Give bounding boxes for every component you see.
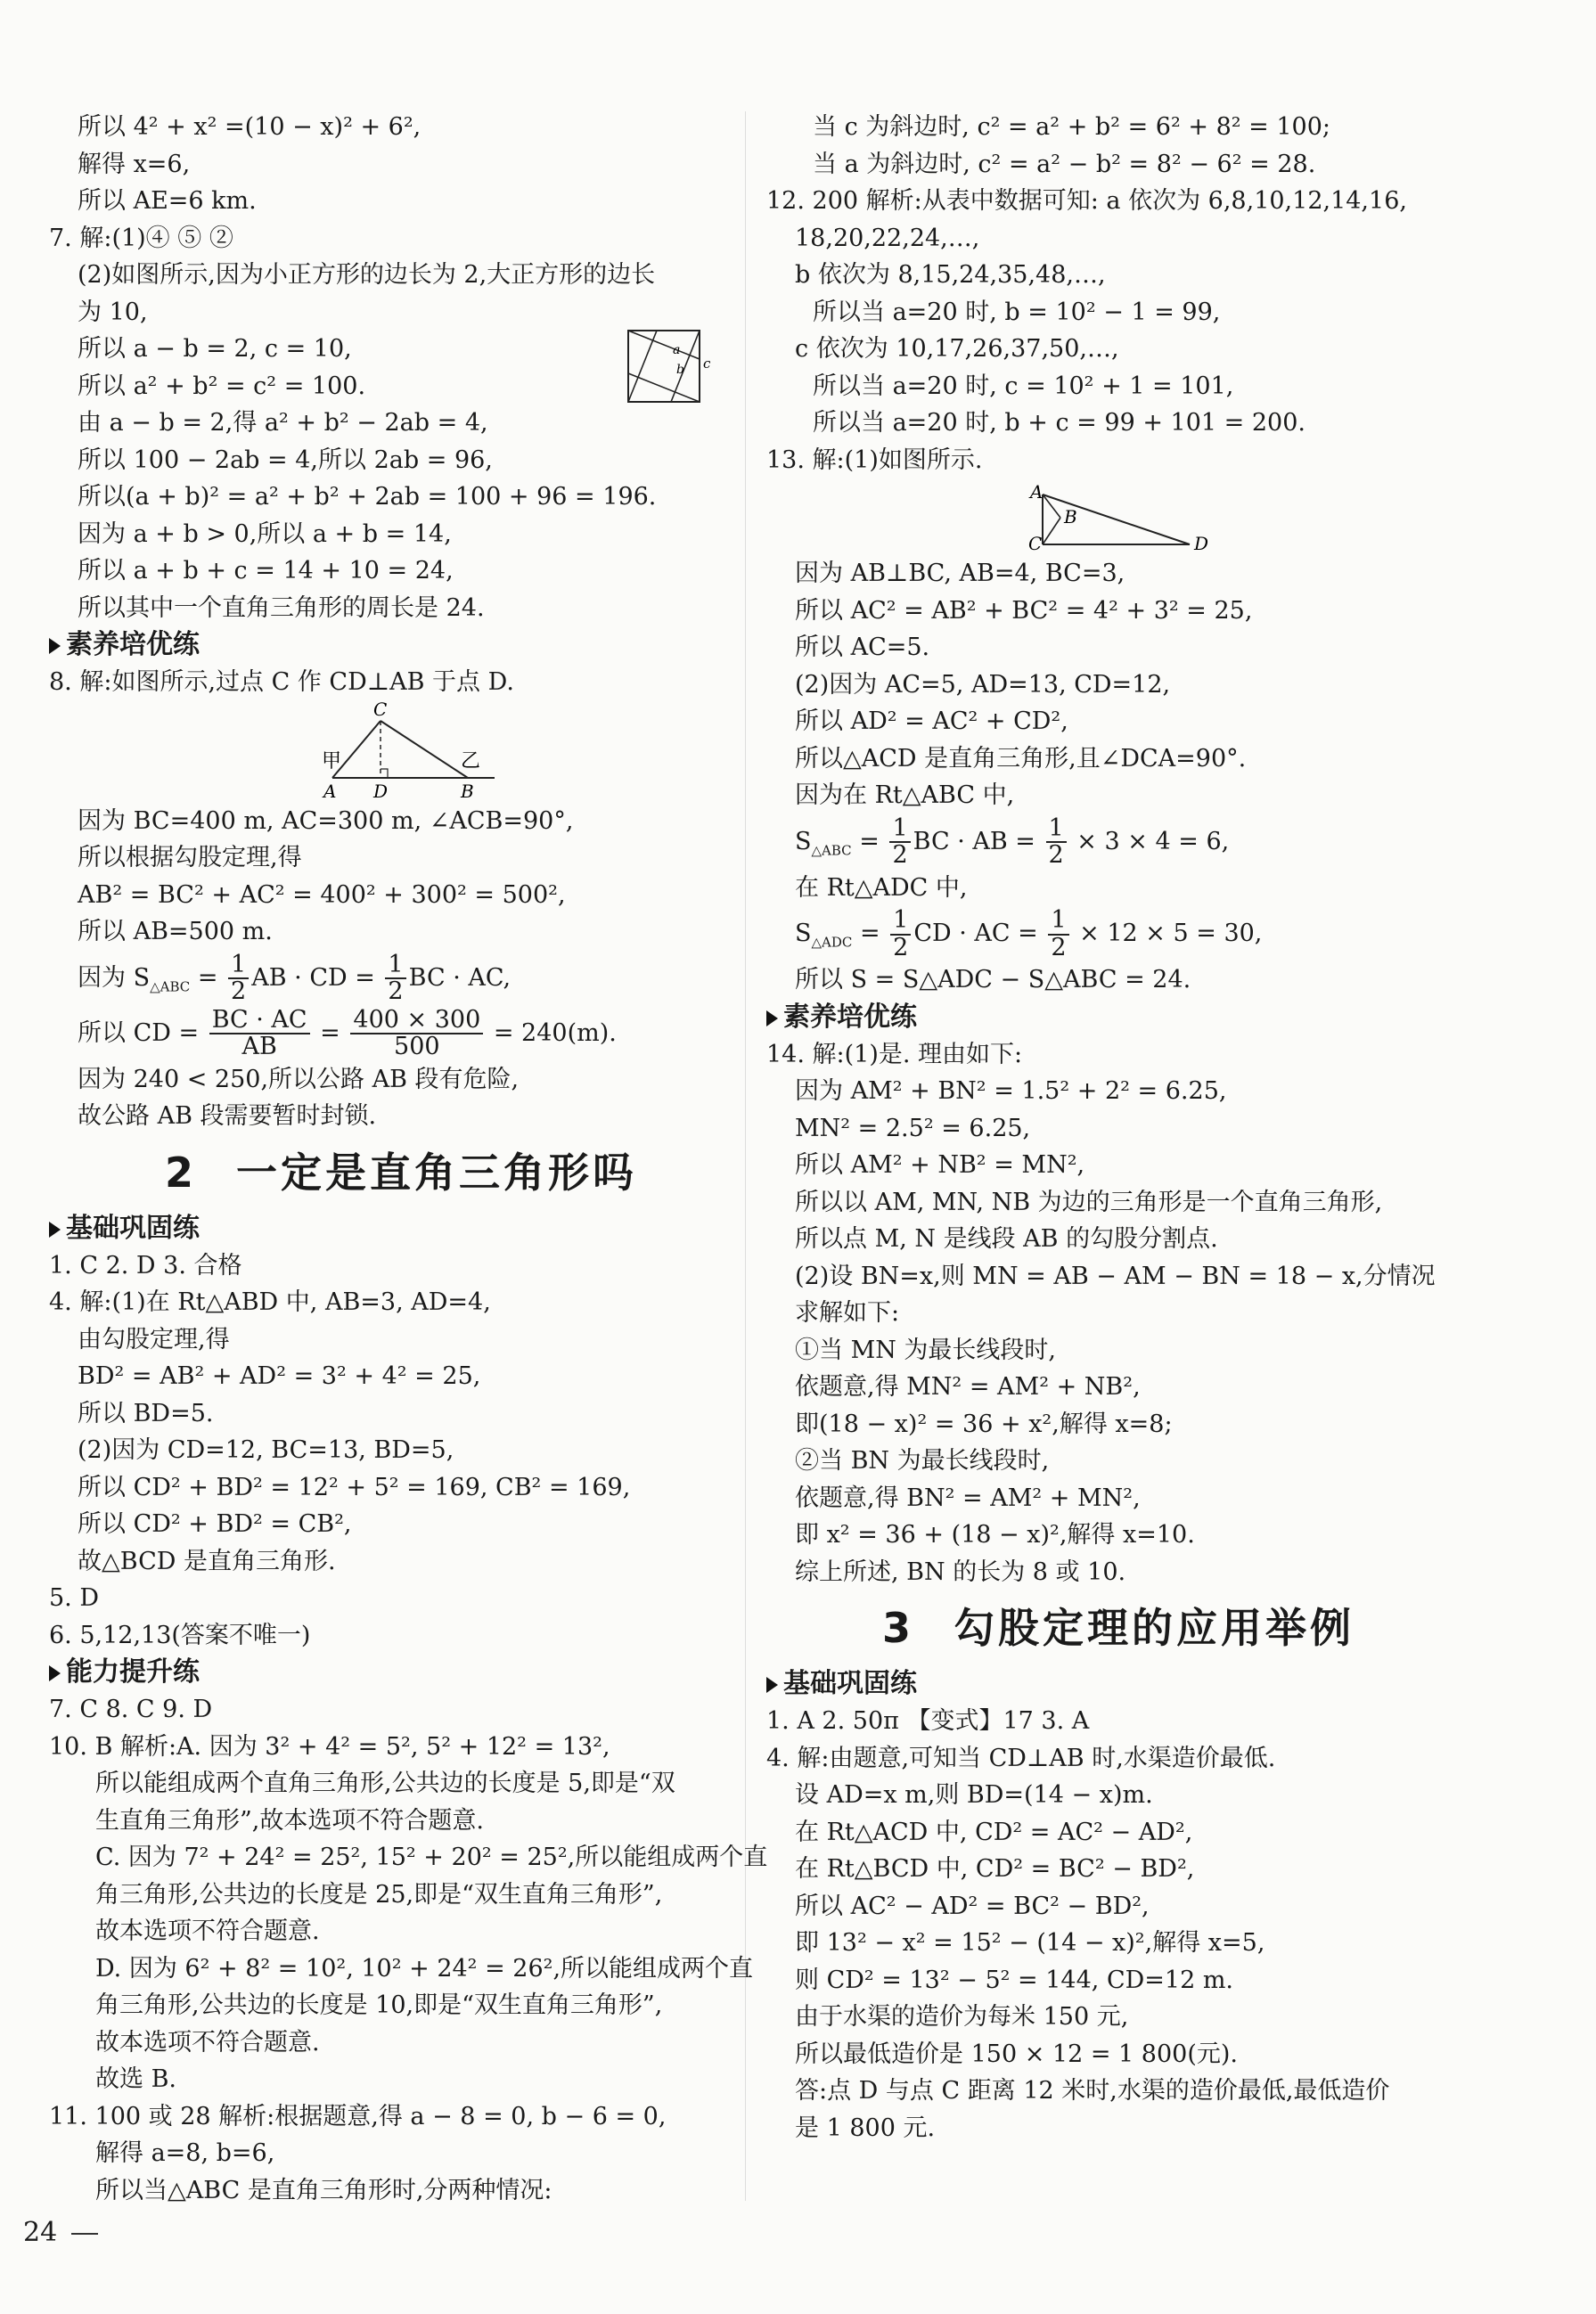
label-b: b <box>676 363 684 377</box>
text-line: 所以 AC² = AB² + BC² = 4² + 3² = 25, <box>795 596 1253 625</box>
text-line: 设 AD=x m,则 BD=(14 − x)m. <box>795 1781 1153 1809</box>
text-line: 所以点 M, N 是线段 AB 的勾股分割点. <box>795 1225 1218 1253</box>
text-line: 由于水渠的造价为每米 150 元, <box>795 2003 1129 2031</box>
text-line: 所以当 a=20 时, c = 10² + 1 = 101, <box>813 372 1234 400</box>
text-line: 故选 B. <box>95 2065 177 2093</box>
text-line: 依题意,得 MN² = AM² + NB², <box>795 1373 1141 1401</box>
text-line: 18,20,22,24,…, <box>795 224 980 252</box>
right-column <box>766 109 1470 2146</box>
text-line: 依题意,得 BN² = AM² + MN², <box>795 1484 1141 1512</box>
left-column <box>49 109 768 2209</box>
triangle-figure-q13 <box>766 478 1470 552</box>
text-line: 解得 a=8, b=6, <box>95 2139 275 2167</box>
section-title: 2 一定是直角三角形吗 <box>164 1148 637 1197</box>
text-line: 所以 AE=6 km. <box>78 187 257 215</box>
text-line: 所以能组成两个直角三角形,公共边的长度是 5,即是“双 <box>95 1770 675 1797</box>
text-line: 所以 AD² = AC² + CD², <box>795 707 1068 735</box>
text-line: 所以△ACD 是直角三角形,且∠DCA=90°. <box>795 744 1247 773</box>
label-a: a <box>673 343 681 357</box>
text-line: 由 a − b = 2,得 a² + b² − 2ab = 4, <box>78 409 488 437</box>
text-line: ②当 BN 为最长线段时, <box>795 1447 1050 1475</box>
section-heading: 基础巩固练 <box>766 1665 1470 1703</box>
svg-text:D: D <box>373 780 389 799</box>
text-line: $S_{\triangle ABC}$ = $\frac{1}{2}$ BC · AB = $\frac{1}{2}$ × 3 × 4 = 6, <box>795 814 1230 869</box>
text-line: (2)因为 AC=5, AD=13, CD=12, <box>795 670 1171 699</box>
triangle-marker-icon <box>766 1677 778 1693</box>
text-line: 因为 BC=400 m, AC=300 m, ∠ACB=90°, <box>78 806 574 835</box>
text-line: 因为 $S_{\triangle ABC}$ = $\frac{1}{2}$ AB · CD = $\frac{1}{2}$ BC · AC, <box>78 950 512 1005</box>
text-line: 所以以 AM, MN, NB 为边的三角形是一个直角三角形, <box>795 1188 1383 1216</box>
text-line: 故公路 AB 段需要暂时封锁. <box>78 1102 377 1130</box>
svg-text:乙: 乙 <box>461 749 481 773</box>
text-line: 14. 解:(1)是. 理由如下: <box>766 1040 1023 1068</box>
text-line: 5. D <box>49 1584 99 1612</box>
text-line: 所以根据勾股定理,得 <box>78 844 302 871</box>
label-c: c <box>703 356 710 372</box>
text-line: 由勾股定理,得 <box>78 1325 230 1353</box>
text-line: 故本选项不符合题意. <box>95 2028 320 2056</box>
text-line: C. 因为 7² + 24² = 25², 15² + 20² = 25²,所以能组成两个直 <box>95 1844 768 1871</box>
text-line: 所以 AB=500 m. <box>78 918 273 945</box>
text-line: 故△BCD 是直角三角形. <box>78 1547 336 1575</box>
text-line: b 依次为 8,15,24,35,48,…, <box>795 261 1106 289</box>
text-line: 因为 AM² + BN² = 1.5² + 2² = 6.25, <box>795 1077 1227 1105</box>
text-line: 当 c 为斜边时, c² = a² + b² = 6² + 8² = 100; <box>813 113 1331 141</box>
text-line: 当 a 为斜边时, c² = a² − b² = 8² − 6² = 28. <box>813 150 1316 178</box>
svg-text:A: A <box>323 780 337 799</box>
text-line: c 依次为 10,17,26,37,50,…, <box>795 335 1119 363</box>
triangle-marker-icon <box>49 1665 61 1681</box>
text-line: BD² = AB² + AD² = 3² + 4² = 25, <box>78 1362 481 1390</box>
section-heading: 能力提升练 <box>49 1654 753 1691</box>
text-line: 角三角形,公共边的长度是 10,即是“双生直角三角形”, <box>95 1991 663 2019</box>
text-line: 所以(a + b)² = a² + b² + 2ab = 100 + 96 = 196. <box>78 483 657 511</box>
triangle-marker-icon <box>49 638 61 654</box>
text-line: 解得 x=6, <box>78 150 191 178</box>
text-line: 在 Rt△ADC 中, <box>795 873 968 902</box>
svg-text:C: C <box>373 700 388 720</box>
text-line: 7. 解:(1)④ ⑤ ② <box>49 224 233 252</box>
text-line: 10. B 解析:A. 因为 3² + 4² = 5², 5² + 12² = 13², <box>49 1732 610 1761</box>
text-line: 所以 a + b + c = 14 + 10 = 24, <box>78 557 454 585</box>
text-line: $S_{\triangle ADC}$ = $\frac{1}{2}$ CD · AC = $\frac{1}{2}$ × 12 × 5 = 30, <box>795 906 1263 961</box>
text-line: 1. A 2. 50π 【变式】17 3. A <box>766 1707 1090 1735</box>
text-line: 所以 100 − 2ab = 4,所以 2ab = 96, <box>78 446 493 474</box>
text-line: 故本选项不符合题意. <box>95 1917 320 1945</box>
page-number: 24 <box>23 2217 58 2248</box>
svg-text:D: D <box>1194 533 1209 552</box>
text-line: 因为 AB⊥BC, AB=4, BC=3, <box>795 560 1125 587</box>
text-line: 即 13² − x² = 15² − (14 − x)²,解得 x=5, <box>795 1929 1265 1957</box>
text-line: 6. 5,12,13(答案不唯一) <box>49 1621 311 1649</box>
text-line: 所以 CD² + BD² = 12² + 5² = 169, CB² = 169, <box>78 1473 631 1501</box>
svg-text:甲: 甲 <box>322 749 342 773</box>
text-line: 则 CD² = 13² − 5² = 144, CD=12 m. <box>795 1966 1234 1994</box>
text-line: 所以 S = S△ADC − S△ABC = 24. <box>795 966 1191 993</box>
svg-text:B: B <box>1064 506 1077 527</box>
text-line: (2)设 BN=x,则 MN = AB − AM − BN = 18 − x,分情况 <box>795 1262 1436 1290</box>
page-number-dash <box>71 2233 98 2235</box>
section-heading: 素养培优练 <box>766 999 1470 1036</box>
text-line: 4. 解:(1)在 Rt△ABD 中, AB=3, AD=4, <box>49 1288 491 1316</box>
text-line: 所以 CD² + BD² = CB², <box>78 1510 352 1538</box>
text-line: 所以 AC² − AD² = BC² − BD², <box>795 1892 1150 1920</box>
svg-text:A: A <box>1030 481 1044 503</box>
text-line: 所以最低造价是 150 × 12 = 1 800(元). <box>795 2040 1238 2068</box>
text-line: D. 因为 6² + 8² = 10², 10² + 24² = 26²,所以能组成两个直 <box>95 1954 754 1983</box>
text-line: 所以 AC=5. <box>795 634 930 661</box>
text-line: 是 1 800 元. <box>795 2114 936 2142</box>
q7-block <box>49 331 753 442</box>
text-line: 所以其中一个直角三角形的周长是 24. <box>78 593 485 622</box>
text-line: 7. C 8. C 9. D <box>49 1696 213 1723</box>
text-line: AB² = BC² + AC² = 400² + 300² = 500², <box>78 880 566 909</box>
text-line: 即(18 − x)² = 36 + x²,解得 x=8; <box>795 1410 1173 1438</box>
text-line: 所以当 a=20 时, b + c = 99 + 101 = 200. <box>813 409 1305 437</box>
text-line: 生直角三角形”,故本选项不符合题意. <box>95 1806 484 1835</box>
text-line: 所以 4² + x² =(10 − x)² + 6², <box>78 113 422 141</box>
text-line: 所以 AM² + NB² = MN², <box>795 1151 1085 1179</box>
text-line: 因为在 Rt△ABC 中, <box>795 781 1015 809</box>
text-line: ①当 MN 为最长线段时, <box>795 1336 1057 1364</box>
text-line: 所以 CD = $\frac{BC \cdot AC}{AB}$ = $\frac{400 \times 300}{500}$ = 240(m). <box>78 1005 617 1060</box>
text-line: 13. 解:(1)如图所示. <box>766 446 983 474</box>
text-line: 所以当 a=20 时, b = 10² − 1 = 99, <box>813 298 1221 326</box>
text-line: 在 Rt△BCD 中, CD² = BC² − BD², <box>795 1855 1195 1883</box>
section-heading: 素养培优练 <box>49 626 753 664</box>
text-line: (2)如图所示,因为小正方形的边长为 2,大正方形的边长 <box>78 261 656 289</box>
text-line: 所以 a² + b² = c² = 100. <box>78 372 366 400</box>
text-line: 8. 解:如图所示,过点 C 作 CD⊥AB 于点 D. <box>49 668 514 696</box>
triangle-figure-q8 <box>49 701 753 799</box>
text-line: 所以当△ABC 是直角三角形时,分两种情况: <box>95 2176 552 2204</box>
text-line: 求解如下: <box>795 1299 900 1327</box>
text-line: 答:点 D 与点 C 距离 12 米时,水渠的造价最低,最低造价 <box>795 2077 1390 2105</box>
text-line: 12. 200 解析:从表中数据可知: a 依次为 6,8,10,12,14,16, <box>766 187 1407 215</box>
text-line: 所以 a − b = 2, c = 10, <box>78 335 352 363</box>
square-figure <box>621 323 710 413</box>
text-line: 4. 解:由题意,可知当 CD⊥AB 时,水渠造价最低. <box>766 1744 1276 1772</box>
section-title: 3 勾股定理的应用举例 <box>881 1604 1355 1652</box>
text-line: 1. C 2. D 3. 合格 <box>49 1251 242 1280</box>
text-line: MN² = 2.5² = 6.25, <box>795 1114 1031 1142</box>
text-line: 综上所述, BN 的长为 8 或 10. <box>795 1558 1126 1586</box>
text-line: 所以 BD=5. <box>78 1399 214 1427</box>
section-heading: 基础巩固练 <box>49 1210 753 1247</box>
text-line: 为 10, <box>78 298 148 326</box>
text-line: 角三角形,公共边的长度是 25,即是“双生直角三角形”, <box>95 1880 663 1909</box>
svg-text:B: B <box>461 780 474 799</box>
text-line: 在 Rt△ACD 中, CD² = AC² − AD², <box>795 1818 1193 1846</box>
triangle-marker-icon <box>766 1010 778 1026</box>
triangle-marker-icon <box>49 1222 61 1238</box>
text-line: 即 x² = 36 + (18 − x)²,解得 x=10. <box>795 1521 1195 1549</box>
text-line: 因为 a + b > 0,所以 a + b = 14, <box>78 519 452 548</box>
text-line: (2)因为 CD=12, BC=13, BD=5, <box>78 1436 454 1464</box>
svg-text:C: C <box>1028 533 1043 552</box>
text-line: 11. 100 或 28 解析:根据题意,得 a − 8 = 0, b − 6 = 0, <box>49 2102 667 2130</box>
text-line: 因为 240 < 250,所以公路 AB 段有危险, <box>78 1065 520 1093</box>
